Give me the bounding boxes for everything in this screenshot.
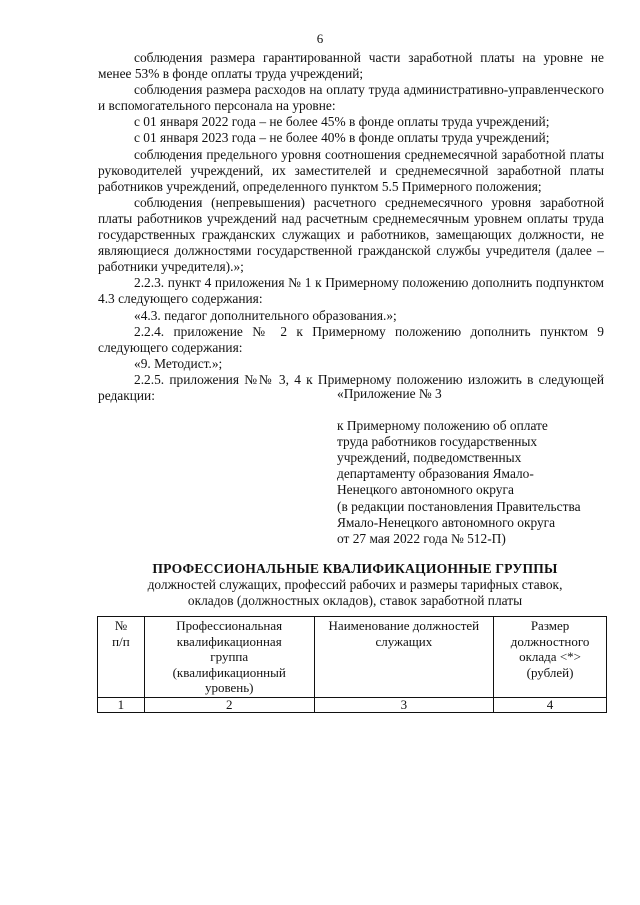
header-line: (рублей) <box>526 664 574 680</box>
paragraph: соблюдения (непревышения) расчетного среднемесячного уровня заработной платы работников учреждений над расчетным среднемесячным уровнем оплаты труда государственных гражданских служащих и работников, замещающих должности, не являющиеся должностями государственной гражданской службы учредителя (далее – работники учредителя).»; <box>98 194 604 275</box>
paragraph: «9. Методист.»; <box>134 355 223 371</box>
appendix-line: (в редакции постановления Правительства <box>337 498 581 514</box>
paragraph: соблюдения размера расходов на оплату труда административно-управленческого и вспомогательного персонала на уровне: <box>98 82 604 114</box>
paragraph: 2.2.5. приложения №№ 3, 4 к Примерному положению изложить в следующей редакции: <box>98 371 604 403</box>
header-line: группа <box>210 649 249 664</box>
section-heading <box>0 561 640 609</box>
paragraph: соблюдения размера гарантированной части заработной платы на уровне не менее 53% в фонде оплаты труда учреждений; <box>98 50 604 82</box>
paragraph: с 01 января 2023 года – не более 40% в фонде оплаты труда учреждений; <box>134 130 550 146</box>
header-line: Профессиональная <box>176 618 283 633</box>
heading-title: ПРОФЕССИОНАЛЬНЫЕ КВАЛИФИКАЦИОННЫЕ ГРУППЫ <box>152 561 558 576</box>
header-line: уровень) <box>204 680 254 695</box>
qualification-table <box>97 616 607 713</box>
header-line: (квалификационный <box>172 664 286 680</box>
column-number-cell: 4 <box>494 697 607 712</box>
paragraph: с 01 января 2022 года – не более 45% в фонде оплаты труда учреждений; <box>134 114 550 130</box>
header-salary <box>494 617 607 698</box>
column-number-cell: 3 <box>314 697 494 712</box>
appendix-block <box>337 386 617 547</box>
header-line: Наименование должностей <box>328 618 480 633</box>
appendix-line: от 27 мая 2022 года № 512-П) <box>337 530 506 546</box>
heading-subtitle-2: окладов (должностных окладов), ставок заработной платы <box>187 593 523 608</box>
table-header-row <box>98 617 607 698</box>
heading-subtitle-1: должностей служащих, профессий рабочих и размеры тарифных ставок, <box>147 577 563 592</box>
header-line: служащих <box>375 633 433 649</box>
appendix-title: «Приложение № 3 <box>337 386 442 401</box>
paragraph: «4.3. педагог дополнительного образования.»; <box>134 307 397 323</box>
appendix-line: учреждений, подведомственных <box>337 450 522 466</box>
header-number <box>98 617 145 698</box>
header-line: Размер <box>530 618 570 633</box>
paragraph: соблюдения предельного уровня соотношения среднемесячной заработной платы руководителей учреждений, их заместителей и среднемесячной заработной платы работников учреждений, определенного пунктом 5.5 Примерного положения; <box>98 146 604 194</box>
header-line: квалификационная <box>176 633 282 649</box>
column-number-cell: 2 <box>144 697 314 712</box>
appendix-line: Ненецкого автономного округа <box>337 482 514 498</box>
header-group <box>144 617 314 698</box>
header-line: должностного <box>510 633 590 649</box>
column-number-cell: 1 <box>98 697 145 712</box>
appendix-line: Ямало-Ненецкого автономного округа <box>337 514 556 530</box>
header-line: оклада <*> <box>519 649 581 664</box>
body-text <box>98 50 604 404</box>
header-positions <box>314 617 494 698</box>
table-row <box>98 697 607 712</box>
paragraph: 2.2.4. приложение № 2 к Примерному положению дополнить пунктом 9 следующего содержания: <box>98 323 604 355</box>
appendix-line: труда работников государственных <box>337 434 538 450</box>
appendix-line: к Примерному положению об оплате <box>337 418 548 434</box>
appendix-line: департаменту образования Ямало- <box>337 466 534 482</box>
page-number: 6 <box>316 31 324 46</box>
header-line: № <box>114 618 128 633</box>
header-line: п/п <box>112 633 130 649</box>
paragraph: 2.2.3. пункт 4 приложения № 1 к Примерному положению дополнить подпунктом 4.3 следующего содержания: <box>98 275 604 307</box>
